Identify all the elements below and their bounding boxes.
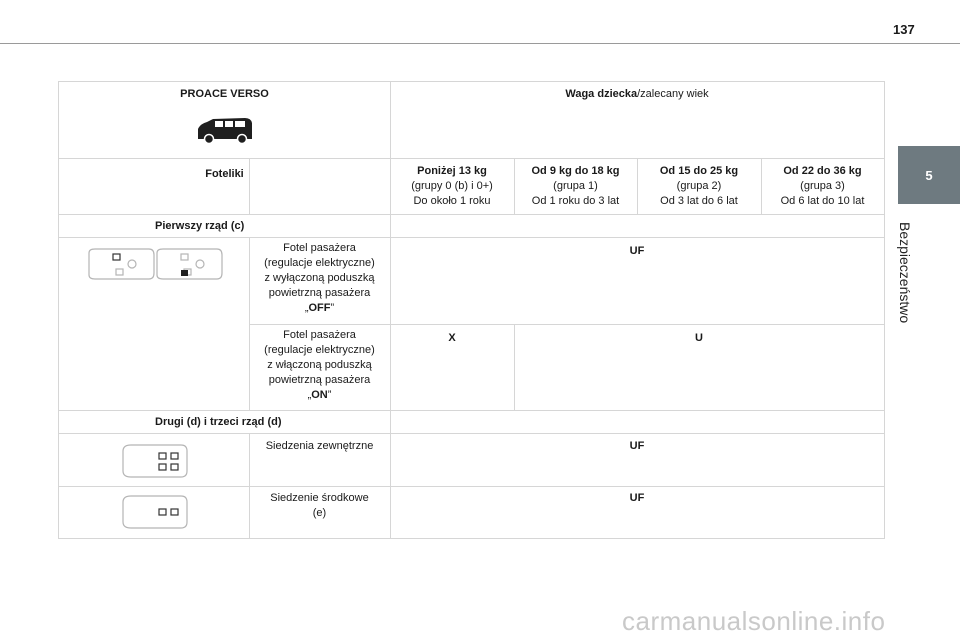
section-second-third-row: Drugi (d) i trzeci rząd (d) <box>155 416 282 428</box>
on-row-label: Fotel pasażera (regulacje elektryczne) z włączoną poduszką powietrzną pasażera „ON” <box>264 329 375 401</box>
page-number: 137 <box>893 22 915 37</box>
child-seat-table <box>58 81 885 539</box>
outer-seats-value: UF <box>629 440 645 452</box>
car-top-front-seat-icon <box>85 247 227 281</box>
header-rule <box>0 43 960 44</box>
group-column-3: Od 22 do 36 kg (grupa 3) Od 6 lat do 10 lat <box>780 165 865 207</box>
on-row-value-u: U <box>695 332 703 344</box>
weight-header: Waga dziecka/zalecany wiek <box>565 88 709 100</box>
off-row-label: Fotel pasażera (regulacje elektryczne) z wyłączoną poduszką powietrzną pasażera „OFF” <box>264 242 375 314</box>
van-side-icon <box>195 115 255 145</box>
outer-seats-label: Siedzenia zewnętrzne <box>265 440 374 452</box>
section-first-row: Pierwszy rząd (c) <box>155 220 245 232</box>
group-column-0: Poniżej 13 kg (grupy 0 (b) i 0+) Do około 1 roku <box>411 165 493 207</box>
car-top-rear-outer-seats-icon <box>119 443 191 479</box>
watermark: carmanualsonline.info <box>622 606 886 636</box>
car-top-rear-middle-seat-icon <box>119 494 191 530</box>
chapter-title: Bezpieczeństwo <box>897 222 913 324</box>
off-row-value: UF <box>629 245 645 257</box>
model-name: PROACE VERSO <box>180 88 269 100</box>
chapter-tab[interactable] <box>898 146 960 204</box>
middle-seat-label: Siedzenie środkowe (e) <box>270 492 369 519</box>
seats-header: Foteliki <box>205 168 244 180</box>
group-column-2: Od 15 do 25 kg (grupa 2) Od 3 lat do 6 lat <box>659 165 739 207</box>
group-column-1: Od 9 kg do 18 kg (grupa 1) Od 1 roku do 3 lat <box>531 165 620 207</box>
chapter-number: 5 <box>925 167 933 183</box>
middle-seat-value: UF <box>629 492 645 504</box>
on-row-value-x: X <box>448 332 456 344</box>
